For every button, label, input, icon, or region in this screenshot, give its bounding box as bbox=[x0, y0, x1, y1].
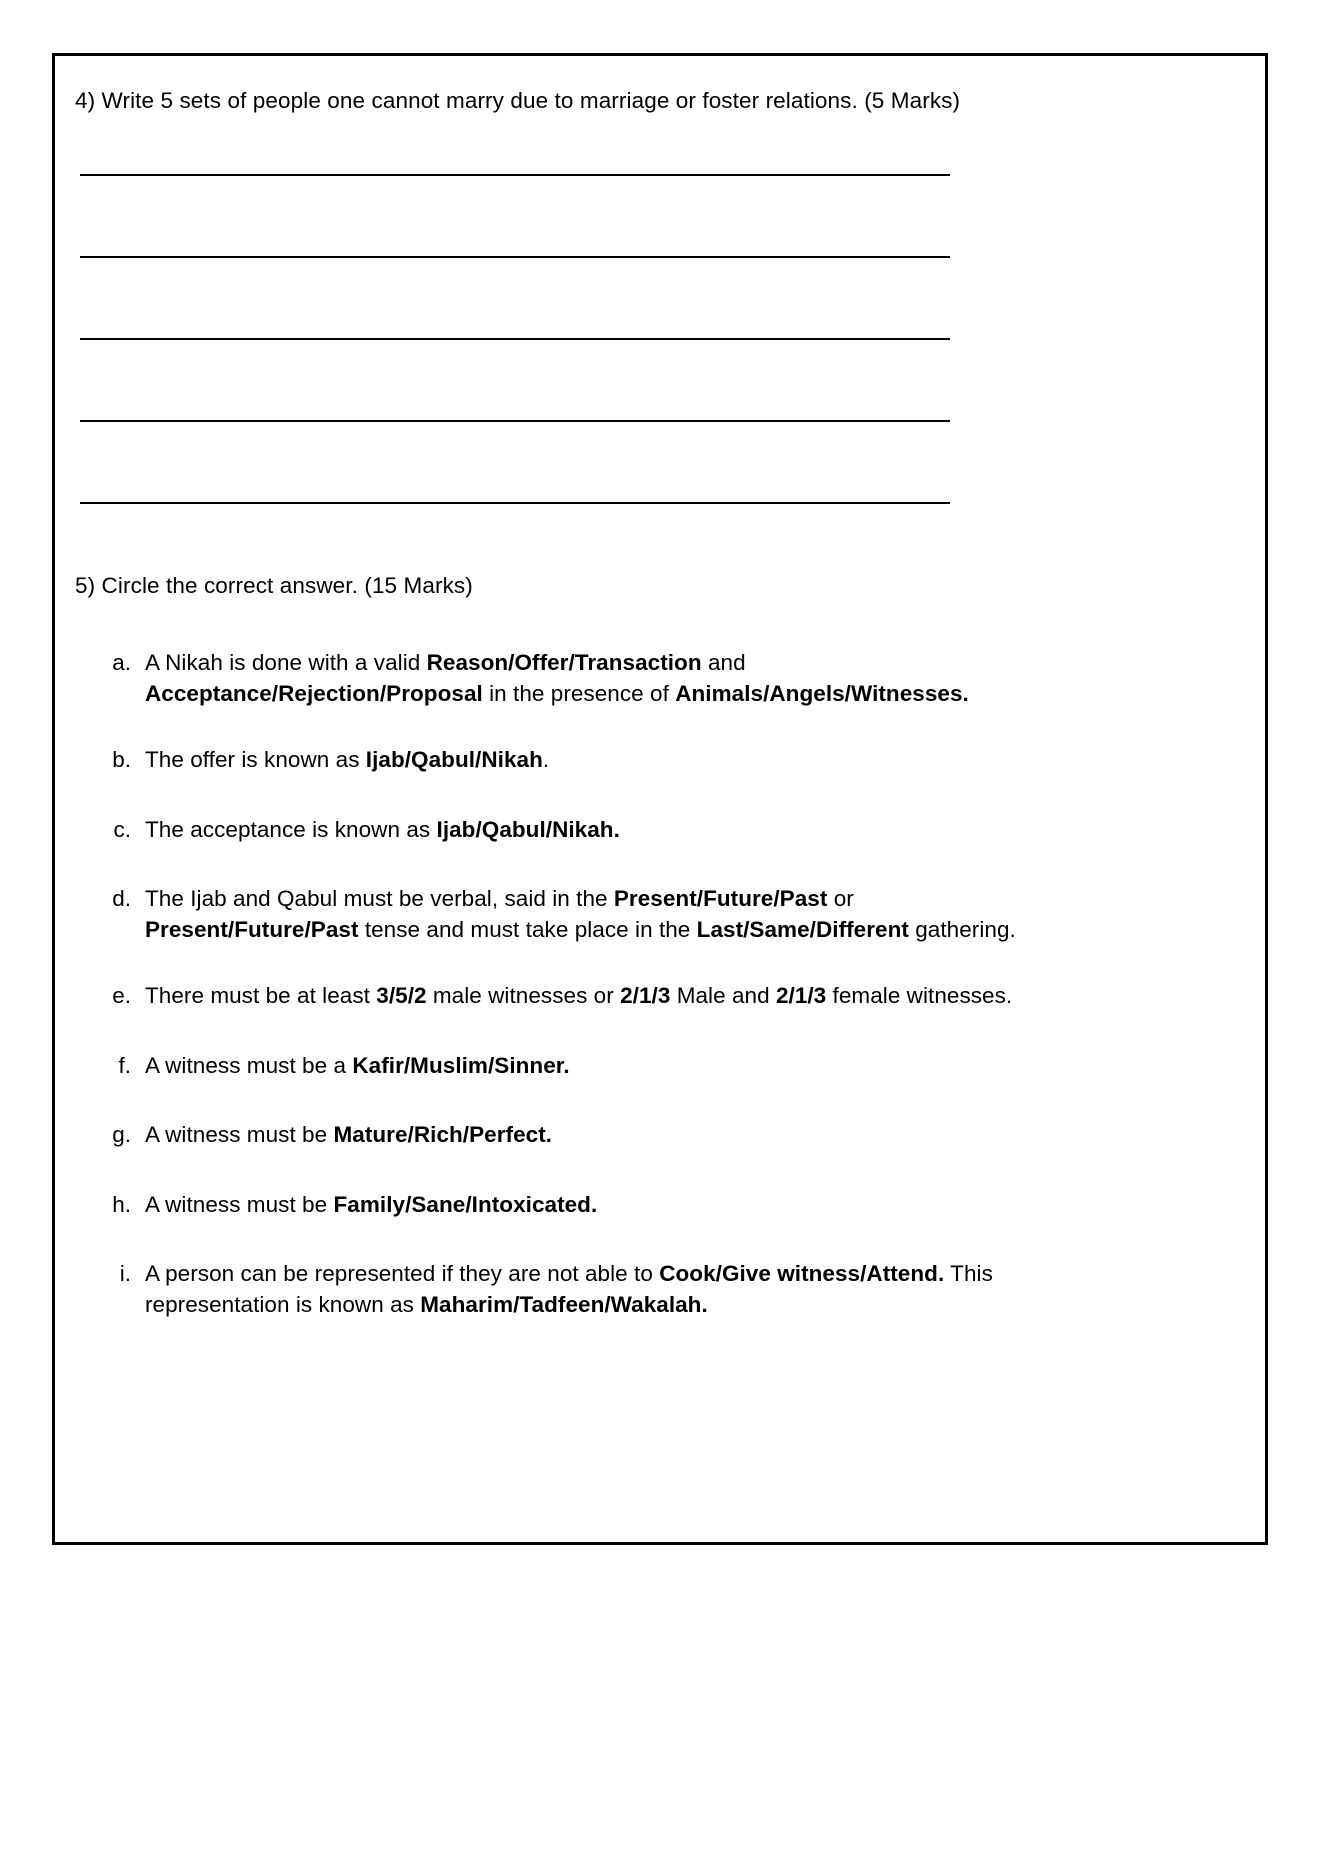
list-item-text bbox=[145, 884, 1217, 945]
choice-options[interactable]: Mature/Rich/Perfect. bbox=[333, 1122, 553, 1147]
list-item bbox=[107, 1259, 1217, 1320]
list-item-marker: d. bbox=[112, 886, 131, 911]
list-item bbox=[107, 1190, 1217, 1221]
list-item bbox=[107, 745, 1217, 776]
list-item bbox=[107, 815, 1217, 846]
list-item-text bbox=[145, 1051, 1217, 1082]
choice-options[interactable]: Last/Same/Different bbox=[696, 916, 909, 942]
list-item bbox=[107, 981, 1217, 1012]
text-segment: in the presence of bbox=[482, 680, 676, 706]
list-item-marker: f. bbox=[118, 1052, 131, 1078]
text-segment: A witness must be a bbox=[145, 1052, 353, 1078]
question-4-prompt: 4) Write 5 sets of people one cannot marry due to marriage or foster relations. (5 Marks) bbox=[75, 88, 961, 113]
list-item-line bbox=[145, 1051, 1217, 1082]
text-segment: This bbox=[944, 1261, 993, 1286]
choice-options[interactable]: Cook/Give witness/Attend. bbox=[659, 1261, 945, 1286]
choice-options[interactable]: Ijab/Qabul/Nikah. bbox=[436, 816, 620, 842]
text-segment: or bbox=[827, 886, 854, 911]
list-item-marker: c. bbox=[113, 816, 131, 842]
text-segment: There must be at least bbox=[145, 983, 377, 1008]
choice-options[interactable]: Present/Future/Past bbox=[613, 886, 828, 911]
choice-options[interactable]: Family/Sane/Intoxicated. bbox=[333, 1191, 598, 1217]
page-border bbox=[52, 53, 1268, 1545]
text-segment: gathering. bbox=[908, 916, 1016, 942]
question-5-options-list bbox=[107, 648, 1217, 1320]
choice-options[interactable]: 3/5/2 bbox=[376, 983, 427, 1008]
text-segment: representation is known as bbox=[145, 1291, 421, 1317]
list-item-marker: a. bbox=[112, 650, 131, 675]
list-item bbox=[107, 1051, 1217, 1082]
choice-options[interactable]: Acceptance/Rejection/Proposal bbox=[145, 680, 483, 706]
text-segment: A witness must be bbox=[145, 1191, 334, 1217]
choice-options[interactable]: Animals/Angels/Witnesses. bbox=[675, 680, 969, 706]
text-segment: A Nikah is done with a valid bbox=[145, 650, 427, 675]
answer-line[interactable] bbox=[80, 420, 950, 422]
list-item-line bbox=[145, 648, 1217, 679]
list-item-line bbox=[145, 1259, 1217, 1290]
list-item-line bbox=[145, 679, 1217, 710]
choice-options[interactable]: Ijab/Qabul/Nikah bbox=[365, 747, 543, 772]
answer-line[interactable] bbox=[80, 256, 950, 258]
text-segment: Male and bbox=[670, 983, 776, 1008]
choice-options[interactable]: 2/1/3 bbox=[775, 983, 827, 1008]
question-4-answer-lines bbox=[80, 174, 950, 504]
list-item-marker: e. bbox=[112, 983, 131, 1008]
list-item bbox=[107, 884, 1217, 945]
list-item-line bbox=[145, 745, 1217, 776]
list-item-text bbox=[145, 1259, 1217, 1320]
answer-line[interactable] bbox=[80, 338, 950, 340]
text-segment: The acceptance is known as bbox=[145, 816, 437, 842]
text-segment: A witness must be bbox=[145, 1122, 334, 1147]
list-item-marker: b. bbox=[112, 747, 131, 772]
list-item-text bbox=[145, 1190, 1217, 1221]
text-segment: male witnesses or bbox=[426, 983, 621, 1008]
text-segment: The Ijab and Qabul must be verbal, said in the bbox=[145, 886, 614, 911]
list-item-marker: i. bbox=[119, 1261, 131, 1286]
text-segment: tense and must take place in the bbox=[358, 916, 697, 942]
list-item-line bbox=[145, 1120, 1217, 1151]
list-item-line bbox=[145, 915, 1217, 946]
list-item-line bbox=[145, 1190, 1217, 1221]
answer-line[interactable] bbox=[80, 174, 950, 176]
choice-options[interactable]: Reason/Offer/Transaction bbox=[426, 650, 702, 675]
choice-options[interactable]: Maharim/Tadfeen/Wakalah. bbox=[420, 1291, 708, 1317]
list-item-text bbox=[145, 1120, 1217, 1151]
list-item-line bbox=[145, 981, 1217, 1012]
text-segment: female witnesses. bbox=[826, 983, 1013, 1008]
list-item-text bbox=[145, 981, 1217, 1012]
list-item-line bbox=[145, 1290, 1217, 1321]
list-item-text bbox=[145, 648, 1217, 709]
list-item-marker: h. bbox=[112, 1191, 131, 1217]
list-item-line bbox=[145, 884, 1217, 915]
text-segment: and bbox=[701, 650, 746, 675]
list-item bbox=[107, 648, 1217, 709]
choice-options[interactable]: 2/1/3 bbox=[620, 983, 671, 1008]
choice-options[interactable]: Kafir/Muslim/Sinner. bbox=[352, 1052, 570, 1078]
list-item-line bbox=[145, 815, 1217, 846]
list-item-marker: g. bbox=[112, 1122, 131, 1147]
text-segment: . bbox=[542, 747, 550, 772]
text-segment: The offer is known as bbox=[145, 747, 366, 772]
list-item-text bbox=[145, 815, 1217, 846]
answer-line[interactable] bbox=[80, 502, 950, 504]
choice-options[interactable]: Present/Future/Past bbox=[145, 916, 359, 942]
list-item bbox=[107, 1120, 1217, 1151]
page-content bbox=[55, 56, 1265, 1542]
list-item-text bbox=[145, 745, 1217, 776]
text-segment: A person can be represented if they are not able to bbox=[145, 1261, 660, 1286]
question-5-prompt: 5) Circle the correct answer. (15 Marks) bbox=[75, 573, 473, 598]
